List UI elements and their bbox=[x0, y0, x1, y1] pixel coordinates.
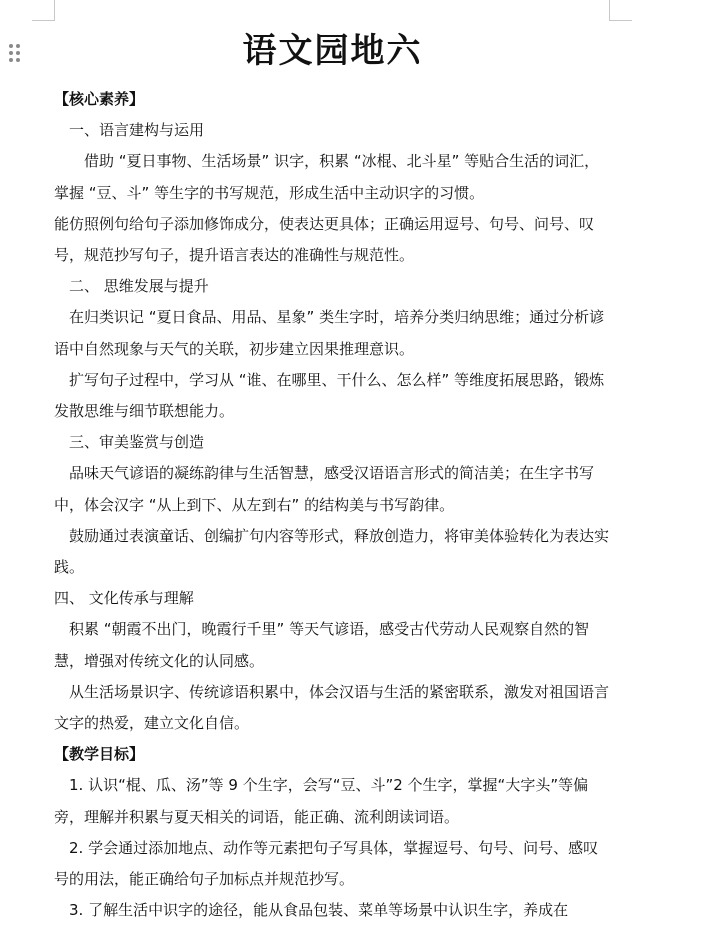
paragraph: 鼓励通过表演童话、创编扩句内容等形式，释放创造力，将审美体验转化为表达实践。 bbox=[54, 526, 610, 577]
subsection-title-aesthetic: 三、审美鉴赏与创造 bbox=[69, 433, 205, 452]
document-title: 语文园地六 bbox=[242, 31, 423, 71]
goal-item: 1. 认识“棍、瓜、汤”等 9 个生字，会写“豆、斗”2 个生字，掌握“大字头”等偏旁，理解并积累与夏天相关的词语，能正确、流利朗读词语。 bbox=[54, 776, 589, 826]
subsection-title-thinking: 二、 思维发展与提升 bbox=[69, 277, 209, 296]
goal-item: 3. 了解生活中识字的途径，能从食品包装、菜单等场景中认识生字，养成在 bbox=[69, 901, 569, 920]
page-corner-mark-left bbox=[32, 0, 55, 21]
paragraph: 能仿照例句给句子添加修饰成分，使表达更具体；正确运用逗号、句号、问号、叹号，规范抄写句子，提升语言表达的准确性与规范性。 bbox=[54, 214, 595, 265]
goal-item: 2. 学会通过添加地点、动作等元素把句子写具体，掌握逗号、句号、问号、感叹号的用法，能正确给句子加标点并规范抄写。 bbox=[54, 838, 599, 889]
paragraph: 在归类识记 “夏日食品、用品、星象” 类生字时，培养分类归纳思维；通过分析谚语中自然现象与天气的关联，初步建立因果推理意识。 bbox=[54, 308, 605, 358]
section-heading-core: 【核心素养】 bbox=[54, 90, 145, 108]
page-corner-mark-right bbox=[609, 0, 632, 21]
document-body bbox=[54, 84, 610, 926]
subsection-title-culture: 四、 文化传承与理解 bbox=[54, 589, 194, 608]
subsection-title-language: 一、语言建构与运用 bbox=[69, 121, 205, 140]
paragraph: 品味天气谚语的凝练韵律与生活智慧，感受汉语语言形式的简洁美；在生字书写中，体会汉字 “从上到下、从左到右” 的结构美与书写韵律。 bbox=[54, 464, 595, 514]
section-heading-goals: 【教学目标】 bbox=[54, 745, 145, 764]
paragraph: 从生活场景识字、传统谚语积累中，体会汉语与生活的紧密联系，激发对祖国语言文字的热爱，建立文化自信。 bbox=[54, 682, 610, 733]
paragraph: 积累 “朝霞不出门，晚霞行千里” 等天气谚语，感受古代劳动人民观察自然的智慧，增强对传统文化的认同感。 bbox=[54, 620, 590, 670]
paragraph: 借助 “夏日事物、生活场景” 识字，积累 “冰棍、北斗星” 等贴合生活的词汇，掌握 “豆、斗” 等生字的书写规范，形成生活中主动识字的习惯。 bbox=[54, 152, 600, 202]
paragraph: 扩写句子过程中，学习从 “谁、在哪里、干什么、怎么样” 等维度拓展思路，锻炼发散思维与细节联想能力。 bbox=[54, 370, 605, 421]
